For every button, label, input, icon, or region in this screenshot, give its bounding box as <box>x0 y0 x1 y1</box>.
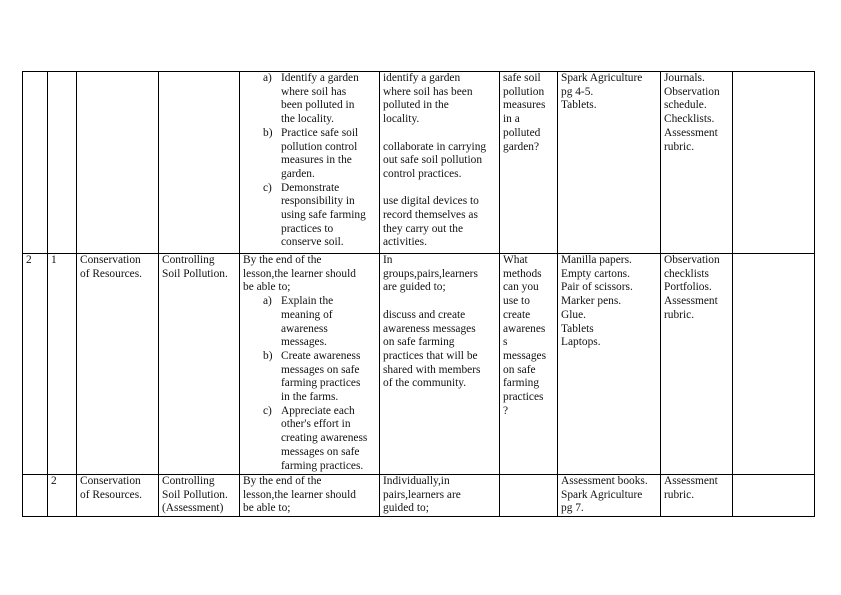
outcome-marker: c) <box>263 181 272 194</box>
outcome-marker: b) <box>263 126 273 139</box>
outcome-item <box>243 295 376 350</box>
learning-outcomes-cell <box>240 72 380 254</box>
outcome-item <box>243 182 376 251</box>
lesson-cell <box>48 72 77 254</box>
outcome-text: Demonstrate responsibility in using safe farming practices to conserve soil. <box>281 181 366 249</box>
sub-strand-cell: Controlling Soil Pollution. <box>159 254 240 475</box>
outcome-text: Explain the meaning of awareness messages. <box>281 295 334 349</box>
strand-cell: Conservation of Resources. <box>77 254 159 475</box>
lesson-cell: 1 <box>48 254 77 475</box>
outcomes-intro: By the end of the lesson,the learner should be able to; <box>243 254 356 294</box>
week-cell <box>23 72 48 254</box>
outcome-marker: a) <box>263 72 272 84</box>
remarks-cell <box>733 72 815 254</box>
inquiry-question-cell: What methods can you use to create awarenes s messages on safe farming practices ? <box>500 254 558 475</box>
outcome-item <box>243 350 376 405</box>
learning-outcomes-cell <box>240 254 380 475</box>
sub-strand-cell: Controlling Soil Pollution. (Assessment) <box>159 475 240 517</box>
outcome-text: Create awareness messages on safe farming practices in the farms. <box>281 349 361 404</box>
resources-cell: Assessment books. Spark Agriculture pg 7. <box>558 475 661 517</box>
outcome-marker: c) <box>263 404 272 417</box>
assessment-cell: Journals. Observation schedule. Checklists. Assessment rubric. <box>661 72 733 254</box>
outcome-item <box>243 72 376 127</box>
learning-experiences-cell: Individually,in pairs,learners are guided to; <box>380 475 500 517</box>
resources-cell: Spark Agriculture pg 4-5. Tablets. <box>558 72 661 254</box>
table-row <box>23 254 815 475</box>
outcome-item <box>243 127 376 182</box>
outcomes-intro: By the end of the lesson,the learner should be able to; <box>243 475 356 515</box>
week-cell: 2 <box>23 254 48 475</box>
table-row <box>23 72 815 254</box>
table-row <box>23 475 815 517</box>
remarks-cell <box>733 254 815 475</box>
strand-cell <box>77 72 159 254</box>
scheme-of-work-table <box>22 71 815 517</box>
outcome-text: Identify a garden where soil has been polluted in the locality. <box>281 72 359 126</box>
assessment-cell: Observation checklists Portfolios. Assessment rubric. <box>661 254 733 475</box>
inquiry-question-cell: safe soil pollution measures in a polluted garden? <box>500 72 558 254</box>
remarks-cell <box>733 475 815 517</box>
week-cell <box>23 475 48 517</box>
inquiry-question-cell <box>500 475 558 517</box>
sub-strand-cell <box>159 72 240 254</box>
resources-cell: Manilla papers. Empty cartons. Pair of scissors. Marker pens. Glue. Tablets Laptops. <box>558 254 661 475</box>
assessment-cell: Assessment rubric. <box>661 475 733 517</box>
outcome-text: Appreciate each other's effort in creating awareness messages on safe farming practices. <box>281 404 368 472</box>
learning-outcomes-cell <box>240 475 380 517</box>
learning-experiences-cell: In groups,pairs,learners are guided to; discuss and create awareness messages on safe farming practices that will be shared with members of the community. <box>380 254 500 475</box>
learning-experiences-cell: identify a garden where soil has been polluted in the locality. collaborate in carrying out safe soil pollution control practices. use digital devices to record themselves as they carry out the activities. <box>380 72 500 254</box>
outcome-marker: a) <box>263 295 272 308</box>
strand-cell: Conservation of Resources. <box>77 475 159 517</box>
lesson-cell: 2 <box>48 475 77 517</box>
outcome-text: Practice safe soil pollution control measures in the garden. <box>281 126 359 180</box>
outcome-marker: b) <box>263 349 273 362</box>
outcome-item <box>243 405 376 474</box>
